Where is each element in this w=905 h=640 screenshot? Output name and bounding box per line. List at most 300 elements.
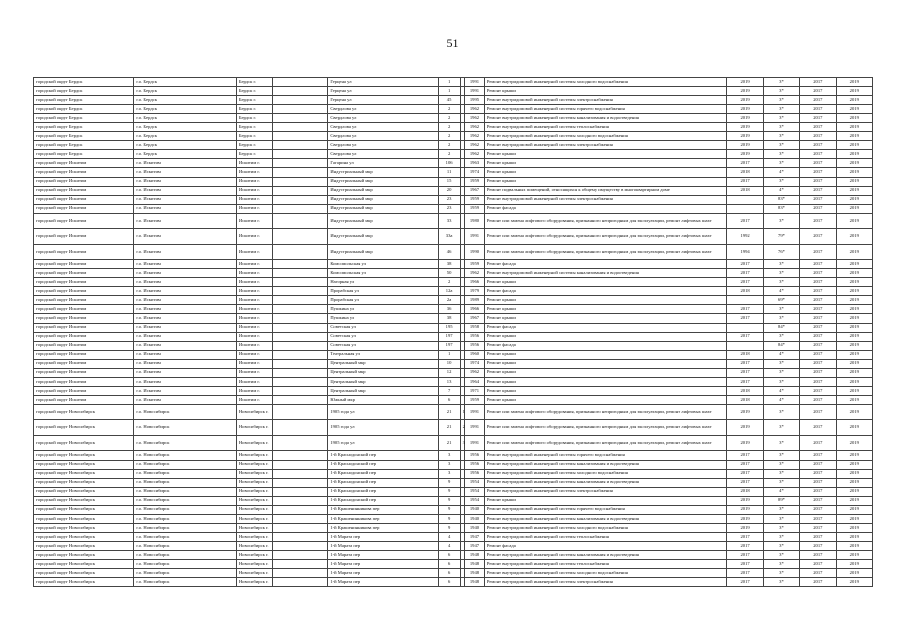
cell-spacer xyxy=(273,395,328,404)
cell-plan-year: 2017 xyxy=(727,569,763,578)
cell-plan-year: 2017 xyxy=(727,314,763,323)
cell-house: 9 xyxy=(438,523,460,532)
table-row xyxy=(34,305,873,314)
cell-municipality: городской округ Искитим xyxy=(34,359,134,368)
cell-municipality: городской округ Бердск xyxy=(34,123,134,132)
cell-period-start: 2017 xyxy=(800,244,836,260)
cell-spacer xyxy=(273,244,328,260)
cell-street: 1-й Краснодонский пер xyxy=(328,487,438,496)
cell-period-start: 2017 xyxy=(800,287,836,296)
cell-municipality: городской округ Новосибирск xyxy=(34,541,134,550)
cell-year: 1956 xyxy=(465,451,485,460)
cell-period-start: 2017 xyxy=(800,341,836,350)
cell-street: Свердлова ул xyxy=(328,132,438,141)
cell-ref: 84* xyxy=(763,323,799,332)
cell-work-type: Ремонт или замена лифтового оборудования, признанного непригодным для эксплуатации, ремонт лифтовых шахт xyxy=(484,244,727,260)
cell-municipal-unit: г.о. Искитим xyxy=(134,213,237,229)
cell-period-end: 2019 xyxy=(836,550,872,559)
cell-ref: 3* xyxy=(763,260,799,269)
cell-municipality: городской округ Бердск xyxy=(34,87,134,96)
cell-year: 1963 xyxy=(465,159,485,168)
cell-locality: Бердск г. xyxy=(236,150,272,159)
cell-work-type: Ремонт внутридомовой инженерной системы теплоснабжения xyxy=(484,123,727,132)
cell-work-type: Ремонт внутридомовой инженерной системы электроснабжения xyxy=(484,195,727,204)
cell-work-type: Ремонт крыши xyxy=(484,332,727,341)
cell-municipal-unit: г.о. Новосибирск xyxy=(134,451,237,460)
cell-municipality: городской округ Новосибирск xyxy=(34,460,134,469)
cell-municipal-unit: г.о. Бердск xyxy=(134,132,237,141)
cell-house: 9 xyxy=(438,487,460,496)
cell-ref: 3* xyxy=(763,305,799,314)
cell-work-type: Ремонт внутридомовой инженерной системы холодного водоснабжения xyxy=(484,523,727,532)
cell-year: 1959 xyxy=(465,395,485,404)
cell-period-start: 2017 xyxy=(800,435,836,451)
cell-period-start: 2017 xyxy=(800,395,836,404)
cell-house: 38 xyxy=(438,314,460,323)
cell-municipal-unit: г.о. Искитим xyxy=(134,350,237,359)
cell-municipality: городской округ Новосибирск xyxy=(34,578,134,587)
cell-ref: 4* xyxy=(763,487,799,496)
cell-period-start: 2017 xyxy=(800,168,836,177)
cell-period-end: 2019 xyxy=(836,359,872,368)
cell-municipality: городской округ Искитим xyxy=(34,244,134,260)
cell-period-start: 2017 xyxy=(800,204,836,213)
cell-municipality: городской округ Искитим xyxy=(34,395,134,404)
cell-municipality: городской округ Искитим xyxy=(34,186,134,195)
cell-locality: Искитим г. xyxy=(236,305,272,314)
cell-year: 1991 xyxy=(465,78,485,87)
cell-plan-year xyxy=(727,195,763,204)
table-row xyxy=(34,114,873,123)
cell-street: Южный мкр xyxy=(328,395,438,404)
cell-municipality: городской округ Новосибирск xyxy=(34,404,134,420)
cell-locality: Новосибирск г. xyxy=(236,578,272,587)
table-row xyxy=(34,186,873,195)
cell-locality: Новосибирск г. xyxy=(236,523,272,532)
cell-work-type: Ремонт крыши xyxy=(484,314,727,323)
table-row xyxy=(34,213,873,229)
cell-plan-year: 2019 xyxy=(727,150,763,159)
cell-street: Гагарина ул xyxy=(328,159,438,168)
cell-period-end: 2019 xyxy=(836,204,872,213)
cell-municipal-unit: г.о. Бердск xyxy=(134,96,237,105)
cell-ref: 3* xyxy=(763,523,799,532)
cell-street: Герцена ул xyxy=(328,87,438,96)
cell-period-end: 2019 xyxy=(836,141,872,150)
cell-house: 1 xyxy=(438,78,460,87)
cell-municipality: городской округ Искитим xyxy=(34,341,134,350)
cell-ref: 3* xyxy=(763,314,799,323)
cell-year: 1974 xyxy=(465,168,485,177)
cell-house: 10 xyxy=(438,359,460,368)
cell-municipal-unit: г.о. Искитим xyxy=(134,244,237,260)
cell-ref: 3* xyxy=(763,451,799,460)
cell-locality: Искитим г. xyxy=(236,269,272,278)
cell-period-end: 2019 xyxy=(836,505,872,514)
cell-period-end: 2019 xyxy=(836,341,872,350)
cell-work-type: Ремонт внутридомовой инженерной системы электроснабжения xyxy=(484,141,727,150)
cell-ref: 4* xyxy=(763,186,799,195)
cell-ref: 3* xyxy=(763,505,799,514)
cell-locality: Бердск г. xyxy=(236,141,272,150)
cell-locality: Искитим г. xyxy=(236,323,272,332)
cell-period-start: 2017 xyxy=(800,578,836,587)
cell-ref: 3* xyxy=(763,514,799,523)
cell-work-type: Ремонт или замена лифтового оборудования, признанного непригодным для эксплуатации, ремонт лифтовых шахт xyxy=(484,420,727,436)
cell-locality: Новосибирск г. xyxy=(236,560,272,569)
cell-house: 1 xyxy=(438,350,460,359)
cell-locality: Искитим г. xyxy=(236,177,272,186)
cell-work-type: Ремонт внутридомовой инженерной системы канализования и водоотведения xyxy=(484,269,727,278)
cell-municipality: городской округ Новосибирск xyxy=(34,569,134,578)
cell-work-type: Ремонт внутридомовой инженерной системы холодного водоснабжения xyxy=(484,132,727,141)
cell-house: 1 xyxy=(438,87,460,96)
cell-municipality: городской округ Новосибирск xyxy=(34,469,134,478)
cell-period-end: 2019 xyxy=(836,496,872,505)
cell-locality: Бердск г. xyxy=(236,87,272,96)
cell-work-type: Ремонт фасада xyxy=(484,287,727,296)
cell-period-end: 2019 xyxy=(836,478,872,487)
cell-period-end: 2019 xyxy=(836,123,872,132)
cell-work-type: Ремонт фасада xyxy=(484,260,727,269)
table-row xyxy=(34,269,873,278)
cell-house: 6 xyxy=(438,395,460,404)
cell-house: 3 xyxy=(438,451,460,460)
cell-period-end: 2019 xyxy=(836,386,872,395)
cell-work-type: Ремонт или замена лифтового оборудования, признанного непригодным для эксплуатации, ремонт лифтовых шахт xyxy=(484,404,727,420)
table-row xyxy=(34,404,873,420)
cell-year: 1958 xyxy=(465,323,485,332)
cell-plan-year: 2017 xyxy=(727,541,763,550)
cell-work-type: Ремонт крыши xyxy=(484,296,727,305)
cell-period-end: 2019 xyxy=(836,278,872,287)
cell-municipal-unit: г.о. Новосибирск xyxy=(134,420,237,436)
cell-period-end: 2019 xyxy=(836,560,872,569)
cell-house: 20 xyxy=(438,186,460,195)
cell-plan-year: 2017 xyxy=(727,550,763,559)
cell-house: 33а xyxy=(438,229,460,245)
cell-period-start: 2017 xyxy=(800,114,836,123)
cell-municipality: городской округ Искитим xyxy=(34,229,134,245)
cell-period-start: 2017 xyxy=(800,323,836,332)
cell-ref: 76* xyxy=(763,244,799,260)
cell-period-end: 2019 xyxy=(836,186,872,195)
cell-work-type: Ремонт крыши xyxy=(484,150,727,159)
cell-house: 3 xyxy=(438,469,460,478)
cell-period-start: 2017 xyxy=(800,532,836,541)
cell-plan-year: 2018 xyxy=(727,487,763,496)
table-row xyxy=(34,469,873,478)
cell-municipal-unit: г.о. Новосибирск xyxy=(134,487,237,496)
cell-municipal-unit: г.о. Бердск xyxy=(134,150,237,159)
cell-period-start: 2017 xyxy=(800,260,836,269)
cell-municipality: городской округ Искитим xyxy=(34,296,134,305)
cell-municipality: городской округ Новосибирск xyxy=(34,523,134,532)
cell-house: 2 xyxy=(438,105,460,114)
cell-house: 2 xyxy=(438,114,460,123)
cell-period-start: 2017 xyxy=(800,420,836,436)
cell-year: 1960 xyxy=(465,350,485,359)
cell-ref: 3* xyxy=(763,150,799,159)
cell-year: 1962 xyxy=(465,269,485,278)
cell-spacer xyxy=(273,469,328,478)
cell-ref: 79* xyxy=(763,229,799,245)
cell-street: Индустриальный мкр xyxy=(328,229,438,245)
cell-street: Комсомольская ул xyxy=(328,260,438,269)
cell-locality: Искитим г. xyxy=(236,159,272,168)
cell-ref: 3* xyxy=(763,132,799,141)
cell-municipal-unit: г.о. Новосибирск xyxy=(134,541,237,550)
cell-year: 1991 xyxy=(465,435,485,451)
cell-work-type: Ремонт внутридомовой инженерной системы холодного водоснабжения xyxy=(484,569,727,578)
cell-street: Свердлова ул xyxy=(328,141,438,150)
cell-spacer xyxy=(273,213,328,229)
cell-spacer xyxy=(273,496,328,505)
cell-spacer xyxy=(273,177,328,186)
cell-locality: Бердск г. xyxy=(236,123,272,132)
table-row xyxy=(34,368,873,377)
cell-period-end: 2019 xyxy=(836,514,872,523)
cell-locality: Искитим г. xyxy=(236,332,272,341)
cell-period-start: 2017 xyxy=(800,278,836,287)
cell-municipal-unit: г.о. Искитим xyxy=(134,359,237,368)
cell-municipality: городской округ Искитим xyxy=(34,269,134,278)
cell-municipality: городской округ Бердск xyxy=(34,114,134,123)
cell-municipal-unit: г.о. Искитим xyxy=(134,269,237,278)
cell-plan-year: 2019 xyxy=(727,132,763,141)
cell-period-start: 2017 xyxy=(800,460,836,469)
cell-period-start: 2017 xyxy=(800,514,836,523)
cell-spacer xyxy=(273,87,328,96)
cell-municipal-unit: г.о. Новосибирск xyxy=(134,532,237,541)
table-row xyxy=(34,478,873,487)
cell-plan-year: 2019 xyxy=(727,505,763,514)
table-row xyxy=(34,141,873,150)
cell-plan-year: 2018 xyxy=(727,168,763,177)
cell-spacer xyxy=(273,132,328,141)
cell-municipal-unit: г.о. Искитим xyxy=(134,377,237,386)
cell-municipal-unit: г.о. Бердск xyxy=(134,141,237,150)
cell-municipal-unit: г.о. Искитим xyxy=(134,323,237,332)
cell-period-end: 2019 xyxy=(836,114,872,123)
cell-work-type: Ремонт или замена лифтового оборудования, признанного непригодным для эксплуатации, ремонт лифтовых шахт xyxy=(484,435,727,451)
cell-period-start: 2017 xyxy=(800,377,836,386)
cell-street: Индустриальный мкр xyxy=(328,213,438,229)
cell-house: 6 xyxy=(438,560,460,569)
cell-work-type: Ремонт внутридомовой инженерной системы горячего водоснабжения xyxy=(484,105,727,114)
cell-municipality: городской округ Искитим xyxy=(34,204,134,213)
cell-locality: Новосибирск г. xyxy=(236,451,272,460)
cell-period-end: 2019 xyxy=(836,213,872,229)
cell-street: Индустриальный мкр xyxy=(328,244,438,260)
cell-plan-year: 2017 xyxy=(727,213,763,229)
cell-period-start: 2017 xyxy=(800,505,836,514)
cell-street: Центральный мкр xyxy=(328,377,438,386)
cell-street: 1-й Марата пер xyxy=(328,578,438,587)
cell-municipal-unit: г.о. Новосибирск xyxy=(134,560,237,569)
cell-municipality: городской округ Новосибирск xyxy=(34,550,134,559)
cell-year: 1959 xyxy=(465,260,485,269)
cell-municipal-unit: г.о. Бердск xyxy=(134,114,237,123)
cell-house: 6 xyxy=(438,569,460,578)
cell-municipal-unit: г.о. Искитим xyxy=(134,229,237,245)
cell-work-type: Ремонт внутридомовой инженерной системы электроснабжения xyxy=(484,487,727,496)
cell-street: Индустриальный мкр xyxy=(328,195,438,204)
cell-plan-year: 2019 xyxy=(727,123,763,132)
cell-municipality: городской округ Искитим xyxy=(34,260,134,269)
cell-municipality: городской округ Новосибирск xyxy=(34,435,134,451)
cell-plan-year: 2017 xyxy=(727,368,763,377)
cell-period-end: 2019 xyxy=(836,420,872,436)
table-row xyxy=(34,260,873,269)
cell-municipal-unit: г.о. Искитим xyxy=(134,305,237,314)
cell-municipality: городской округ Искитим xyxy=(34,350,134,359)
cell-period-end: 2019 xyxy=(836,296,872,305)
table-row xyxy=(34,314,873,323)
cell-house: 3 xyxy=(438,460,460,469)
cell-ref: 3* xyxy=(763,578,799,587)
cell-locality: Бердск г. xyxy=(236,114,272,123)
table-row xyxy=(34,87,873,96)
cell-work-type: Ремонт фасада xyxy=(484,323,727,332)
cell-spacer xyxy=(273,123,328,132)
cell-plan-year: 2019 xyxy=(727,78,763,87)
cell-street: Герцена ул xyxy=(328,96,438,105)
repair-schedule-table xyxy=(33,77,873,587)
cell-municipal-unit: г.о. Искитим xyxy=(134,395,237,404)
cell-locality: Искитим г. xyxy=(236,395,272,404)
table-row xyxy=(34,386,873,395)
cell-locality: Новосибирск г. xyxy=(236,496,272,505)
cell-municipality: городской округ Искитим xyxy=(34,305,134,314)
cell-locality: Бердск г. xyxy=(236,78,272,87)
cell-spacer xyxy=(273,269,328,278)
cell-plan-year: 2017 xyxy=(727,269,763,278)
cell-plan-year: 2018 xyxy=(727,287,763,296)
cell-municipal-unit: г.о. Искитим xyxy=(134,168,237,177)
cell-municipal-unit: г.о. Бердск xyxy=(134,105,237,114)
cell-period-end: 2019 xyxy=(836,451,872,460)
cell-work-type: Ремонт крыши xyxy=(484,350,727,359)
cell-year: 1989 xyxy=(465,296,485,305)
cell-period-end: 2019 xyxy=(836,368,872,377)
cell-plan-year: 2019 xyxy=(727,96,763,105)
cell-year: 1959 xyxy=(465,204,485,213)
table-row xyxy=(34,204,873,213)
cell-house: 23 xyxy=(438,195,460,204)
cell-period-end: 2019 xyxy=(836,305,872,314)
cell-period-end: 2019 xyxy=(836,244,872,260)
cell-street: 1-й Марата пер xyxy=(328,560,438,569)
cell-year: 1956 xyxy=(465,460,485,469)
cell-plan-year: 2018 xyxy=(727,386,763,395)
cell-house: 4 xyxy=(438,541,460,550)
cell-year: 1962 xyxy=(465,368,485,377)
cell-ref: 3* xyxy=(763,469,799,478)
cell-house: 36 xyxy=(438,305,460,314)
cell-ref: 3* xyxy=(763,114,799,123)
cell-house: 21 xyxy=(438,404,460,420)
cell-locality: Искитим г. xyxy=(236,260,272,269)
cell-municipal-unit: г.о. Искитим xyxy=(134,195,237,204)
cell-period-start: 2017 xyxy=(800,96,836,105)
cell-year: 1995 xyxy=(465,96,485,105)
cell-street: 1-й Марата пер xyxy=(328,541,438,550)
cell-locality: Новосибирск г. xyxy=(236,435,272,451)
cell-year: 1956 xyxy=(465,469,485,478)
cell-spacer xyxy=(273,386,328,395)
cell-locality: Искитим г. xyxy=(236,386,272,395)
cell-municipality: городской округ Новосибирск xyxy=(34,420,134,436)
cell-plan-year: 2017 xyxy=(727,560,763,569)
table-row xyxy=(34,195,873,204)
cell-locality: Искитим г. xyxy=(236,350,272,359)
cell-municipal-unit: г.о. Новосибирск xyxy=(134,496,237,505)
cell-spacer xyxy=(273,314,328,323)
cell-year: 1991 xyxy=(465,229,485,245)
cell-work-type: Ремонт внутридомовой инженерной системы горячего водоснабжения xyxy=(484,505,727,514)
cell-period-end: 2019 xyxy=(836,487,872,496)
cell-spacer xyxy=(273,78,328,87)
cell-period-start: 2017 xyxy=(800,332,836,341)
cell-spacer xyxy=(273,278,328,287)
cell-spacer xyxy=(273,578,328,587)
cell-work-type: Ремонт внутридомовой инженерной системы канализования и водоотведения xyxy=(484,514,727,523)
cell-period-end: 2019 xyxy=(836,460,872,469)
cell-street: Индустриальный мкр xyxy=(328,177,438,186)
cell-period-start: 2017 xyxy=(800,386,836,395)
cell-spacer xyxy=(273,114,328,123)
cell-spacer xyxy=(273,451,328,460)
table-row xyxy=(34,244,873,260)
cell-spacer xyxy=(273,204,328,213)
cell-spacer xyxy=(273,296,328,305)
cell-municipality: городской округ Бердск xyxy=(34,96,134,105)
cell-street: Индустриальный мкр xyxy=(328,204,438,213)
cell-building: 1 xyxy=(460,404,464,420)
cell-period-start: 2017 xyxy=(800,269,836,278)
cell-work-type: Ремонт или замена лифтового оборудования, признанного непригодным для эксплуатации, ремонт лифтовых шахт xyxy=(484,229,727,245)
cell-municipal-unit: г.о. Искитим xyxy=(134,287,237,296)
cell-locality: Искитим г. xyxy=(236,195,272,204)
cell-year: 1974 xyxy=(465,359,485,368)
cell-street: Индустриальный мкр xyxy=(328,186,438,195)
cell-year: 1967 xyxy=(465,186,485,195)
cell-work-type: Ремонт внутридомовой инженерной системы электроснабжения xyxy=(484,578,727,587)
cell-period-end: 2019 xyxy=(836,377,872,386)
cell-house: 23 xyxy=(438,204,460,213)
cell-locality: Новосибирск г. xyxy=(236,550,272,559)
cell-spacer xyxy=(273,105,328,114)
cell-street: Прорабская ул xyxy=(328,296,438,305)
cell-spacer xyxy=(273,377,328,386)
table-row xyxy=(34,487,873,496)
cell-ref: 3* xyxy=(763,359,799,368)
cell-locality: Искитим г. xyxy=(236,186,272,195)
cell-year: 1940 xyxy=(465,523,485,532)
cell-spacer xyxy=(273,341,328,350)
cell-street: 1-й Краснодонский пер xyxy=(328,451,438,460)
cell-ref: 3* xyxy=(763,368,799,377)
cell-plan-year: 2017 xyxy=(727,260,763,269)
cell-work-type: Ремонт крыши xyxy=(484,368,727,377)
cell-spacer xyxy=(273,541,328,550)
cell-year: 1948 xyxy=(465,569,485,578)
cell-municipality: городской округ Новосибирск xyxy=(34,560,134,569)
cell-period-start: 2017 xyxy=(800,186,836,195)
cell-period-end: 2019 xyxy=(836,332,872,341)
cell-municipality: городской округ Искитим xyxy=(34,377,134,386)
